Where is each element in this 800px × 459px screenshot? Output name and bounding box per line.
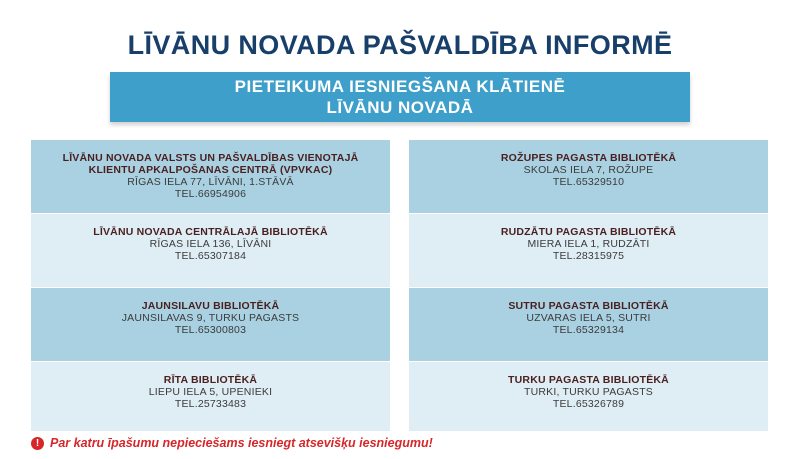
page-title: LĪVĀNU NOVADA PAŠVALDĪBA INFORMĒ: [127, 30, 673, 60]
location-address: RĪGAS IELA 77, LĪVĀNI, 1.STĀVĀ: [127, 176, 294, 188]
location-name-line: RĪTA BIBLIOTĒKĀ: [163, 374, 258, 386]
location-name-line: ROŽUPES PAGASTA BIBLIOTĒKĀ: [500, 152, 677, 164]
banner-line-1: PIETEIKUMA IESNIEGŠANA KLĀTIENĒ: [234, 77, 566, 96]
location-address: UZVARAS IELA 5, SUTRI: [526, 312, 651, 324]
subtitle-banner: [110, 72, 690, 122]
locations-right-column: [409, 140, 768, 432]
location-name-line: KLIENTU APKALPOŠANAS CENTRĀ (VPVKAC): [88, 164, 333, 176]
location-card-turku-library: [409, 362, 768, 432]
location-phone: TEL.65329510: [552, 176, 625, 188]
location-address: SKOLAS IELA 7, ROŽUPE: [523, 164, 654, 176]
location-address: RĪGAS IELA 136, LĪVĀNI: [149, 238, 272, 250]
locations-left-column: [31, 140, 390, 432]
location-card-vpvkac: [31, 140, 390, 214]
exclamation-circle-icon: !: [31, 437, 44, 450]
location-address: JAUNSILAVAS 9, TURKU PAGASTS: [121, 312, 300, 324]
location-phone: TEL.28315975: [552, 250, 625, 262]
location-name-line: LĪVĀNU NOVADA CENTRĀLAJĀ BIBLIOTĒKĀ: [93, 226, 328, 238]
location-name: [501, 152, 676, 164]
location-phone: TEL.66954906: [174, 188, 247, 200]
location-name: [164, 374, 257, 386]
location-card-sutru-library: [409, 288, 768, 362]
location-card-rozupes-library: [409, 140, 768, 214]
location-address: LIEPU IELA 5, UPENIEKI: [148, 386, 273, 398]
footnote: [31, 436, 433, 450]
location-phone: TEL.65326789: [552, 398, 625, 410]
location-name: [501, 226, 676, 238]
location-address: MIERA IELA 1, RUDZĀTI: [527, 238, 650, 250]
banner-line-2: LĪVĀNU NOVADĀ: [326, 98, 474, 117]
location-name: [93, 226, 328, 238]
location-phone: TEL.65300803: [174, 324, 247, 336]
location-name-line: LĪVĀNU NOVADA VALSTS UN PAŠVALDĪBAS VIENOTAJĀ: [62, 152, 359, 164]
location-name-line: TURKU PAGASTA BIBLIOTĒKĀ: [508, 374, 669, 386]
location-card-rita-library: [31, 362, 390, 432]
location-name-line: JAUNSILAVU BIBLIOTĒKĀ: [141, 300, 280, 312]
footnote-text: Par katru īpašumu nepieciešams iesniegt atsevišķu iesniegumu!: [50, 436, 433, 450]
location-name-line: SUTRU PAGASTA BIBLIOTĒKĀ: [508, 300, 669, 312]
location-card-jaunsilavu-library: [31, 288, 390, 362]
location-name-line: RUDZĀTU PAGASTA BIBLIOTĒKĀ: [500, 226, 677, 238]
location-card-rudzatu-library: [409, 214, 768, 288]
location-name: [63, 152, 359, 176]
location-phone: TEL.65307184: [174, 250, 247, 262]
location-name: [508, 300, 668, 312]
location-card-central-library: [31, 214, 390, 288]
location-address: TURKI, TURKU PAGASTS: [523, 386, 654, 398]
location-phone: TEL.25733483: [174, 398, 247, 410]
location-name: [508, 374, 669, 386]
location-name: [142, 300, 280, 312]
location-phone: TEL.65329134: [552, 324, 625, 336]
